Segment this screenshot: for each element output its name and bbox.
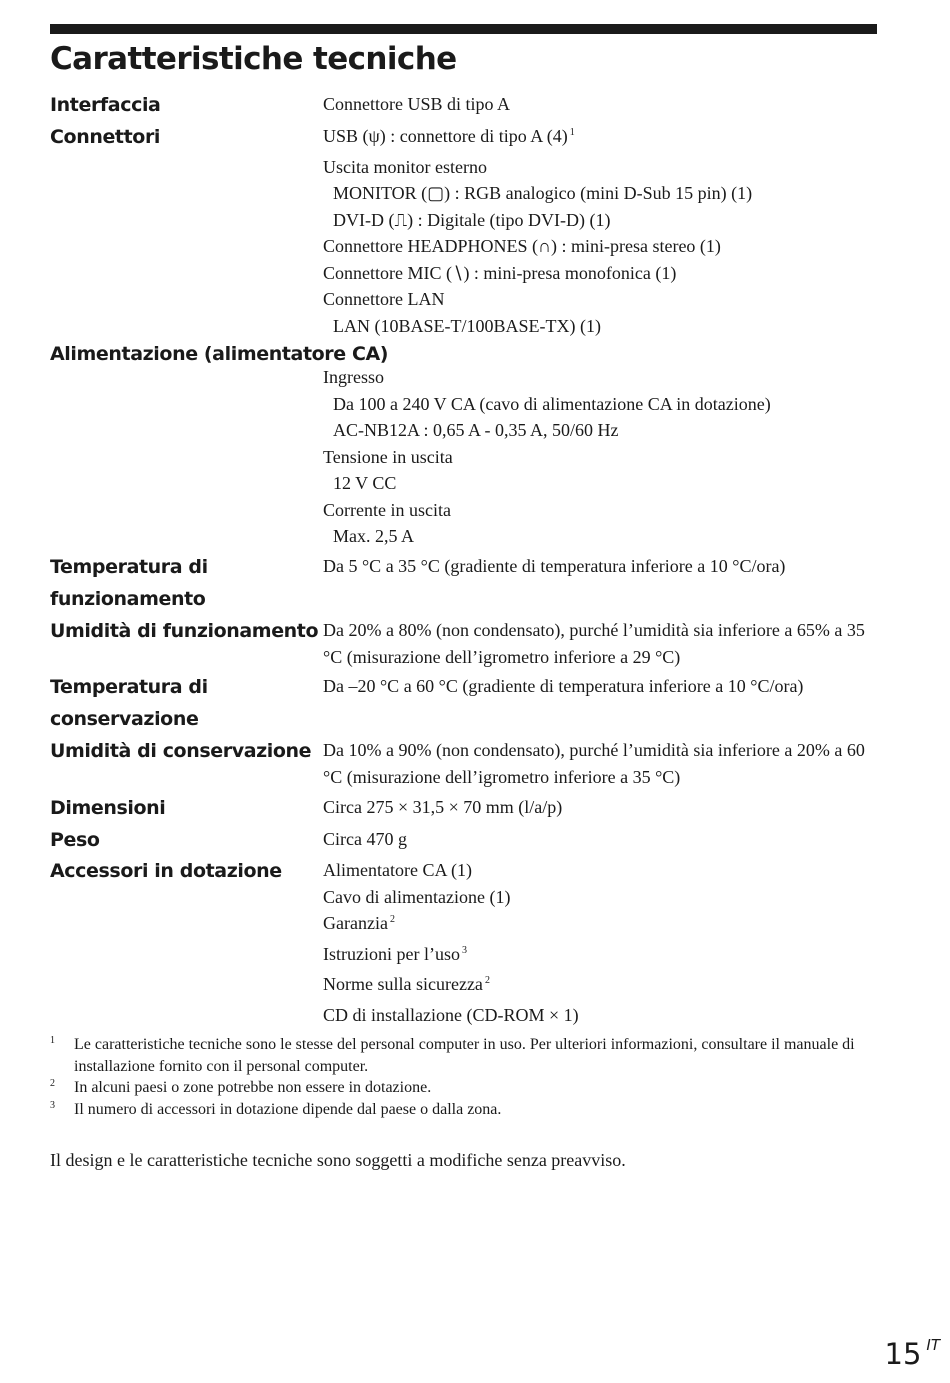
- spec-line: Da 100 a 240 V CA (cavo di alimentazione CA in dotazione): [333, 393, 771, 414]
- spec-line: Tensione in uscita: [323, 446, 453, 467]
- spec-label-peso: Peso: [50, 829, 100, 851]
- spec-line: Circa 275 × 31,5 × 70 mm (l/a/p): [323, 797, 563, 817]
- page-number-value: 15: [884, 1337, 922, 1371]
- spec-value-connettori: [323, 123, 883, 339]
- spec-label-connettori: Connettori: [50, 126, 161, 148]
- spec-label-umidita-conservazione: Umidità di conservazione: [50, 740, 312, 762]
- accessory-text: Norme sulla sicurezza: [323, 974, 483, 994]
- page-title: Caratteristiche tecniche: [50, 41, 457, 77]
- spec-line: CD di installazione (CD-ROM × 1): [323, 1004, 579, 1025]
- footnote: [50, 1034, 880, 1077]
- spec-line: Alimentatore CA (1): [323, 860, 472, 880]
- spec-line: Connettore USB di tipo A: [323, 94, 511, 114]
- spec-label-accessori: Accessori in dotazione: [50, 860, 282, 882]
- spec-value-temperatura-funzionamento: [323, 553, 883, 580]
- spec-line: Cavo di alimentazione (1): [323, 886, 511, 907]
- spec-line: AC-NB12A : 0,65 A - 0,35 A, 50/60 Hz: [333, 420, 619, 440]
- spec-label-dimensioni: Dimensioni: [50, 797, 166, 819]
- footnote-ref: 2: [484, 975, 490, 986]
- spec-value-umidita-funzionamento: [323, 617, 883, 670]
- footnote-ref: 3: [461, 944, 467, 956]
- footnote-text: Le caratteristiche tecniche sono le stesse del personal computer in uso. Per ulteriori informazioni, consultare il manuale di installazione fornito con il personal computer.: [74, 1036, 855, 1075]
- footnote-ref: 2: [389, 914, 395, 925]
- spec-line: Connettore LAN: [323, 289, 445, 309]
- footnote-number: 3: [50, 1099, 55, 1111]
- footnotes: [50, 1034, 880, 1120]
- spec-line: [323, 971, 883, 1002]
- closing-note: Il design e le caratteristiche tecniche sono soggetti a modifiche senza preavviso.: [50, 1150, 626, 1170]
- spec-line: Circa 470 g: [323, 829, 407, 849]
- spec-value-temperatura-conservazione: [323, 673, 883, 700]
- spec-value-accessori: [323, 857, 883, 1028]
- footnote-number: 1: [50, 1035, 55, 1046]
- spec-value-dimensioni: [323, 794, 883, 821]
- spec-line: Corrente in uscita: [323, 499, 451, 520]
- spec-line: Connettore HEADPHONES (∩) : mini-presa stereo (1): [323, 236, 721, 256]
- spec-line: Ingresso: [323, 367, 384, 387]
- footnote: [50, 1077, 880, 1099]
- spec-line: [323, 910, 883, 941]
- page-language: IT: [926, 1336, 940, 1354]
- spec-line: Max. 2,5 A: [333, 526, 414, 546]
- spec-line: Da 5 °C a 35 °C (gradiente di temperatura inferiore a 10 °C/ora): [323, 556, 786, 576]
- spec-line: Connettore MIC (∖) : mini-presa monofonica (1): [323, 262, 677, 283]
- spec-label-alimentazione: Alimentazione (alimentatore CA): [50, 343, 389, 365]
- usb-line-text: USB (ψ) : connettore di tipo A (4): [323, 126, 568, 146]
- footnote-text: In alcuni paesi o zone potrebbe non essere in dotazione.: [74, 1079, 432, 1096]
- accessory-text: Garanzia: [323, 913, 388, 933]
- spec-line: MONITOR (▢) : RGB analogico (mini D-Sub 15 pin) (1): [333, 183, 753, 203]
- spec-value-interfaccia: [323, 91, 883, 118]
- spec-line: Da –20 °C a 60 °C (gradiente di temperatura inferiore a 10 °C/ora): [323, 676, 804, 696]
- page-number: [885, 1330, 941, 1383]
- spec-line: LAN (10BASE-T/100BASE-TX) (1): [333, 315, 601, 336]
- spec-line: Da 10% a 90% (non condensato), purché l’umidità sia inferiore a 20% a 60 °C (misurazione dell’igrometro inferiore a 35 °C): [323, 740, 865, 787]
- spec-label-umidita-funzionamento: Umidità di funzionamento: [50, 620, 319, 642]
- footnote-ref: 1: [569, 127, 575, 138]
- accessory-text: Istruzioni per l’uso: [323, 943, 460, 964]
- spec-line: 12 V CC: [333, 473, 397, 493]
- spec-value-umidita-conservazione: [323, 737, 883, 790]
- spec-line: Uscita monitor esterno: [323, 156, 487, 177]
- footnote: [50, 1099, 880, 1121]
- spec-value-alimentazione: [323, 364, 883, 550]
- footnote-number: 2: [50, 1078, 55, 1089]
- spec-label-temperatura-funzionamento: Temperatura di funzionamento: [50, 556, 208, 610]
- spec-line: [323, 123, 883, 154]
- spec-label-interfaccia: Interfaccia: [50, 94, 161, 116]
- spec-label-temperatura-conservazione: Temperatura di conservazione: [50, 676, 208, 730]
- spec-value-peso: [323, 826, 883, 853]
- footnote-text: Il numero di accessori in dotazione dipende dal paese o dalla zona.: [74, 1100, 502, 1118]
- spec-line: [323, 941, 883, 972]
- spec-line: Da 20% a 80% (non condensato), purché l’umidità sia inferiore a 65% a 35 °C (misurazione dell’igrometro inferiore a 29 °C): [323, 620, 865, 667]
- spec-line: DVI-D (⎍) : Digitale (tipo DVI-D) (1): [333, 209, 611, 230]
- header-rule: [50, 24, 877, 34]
